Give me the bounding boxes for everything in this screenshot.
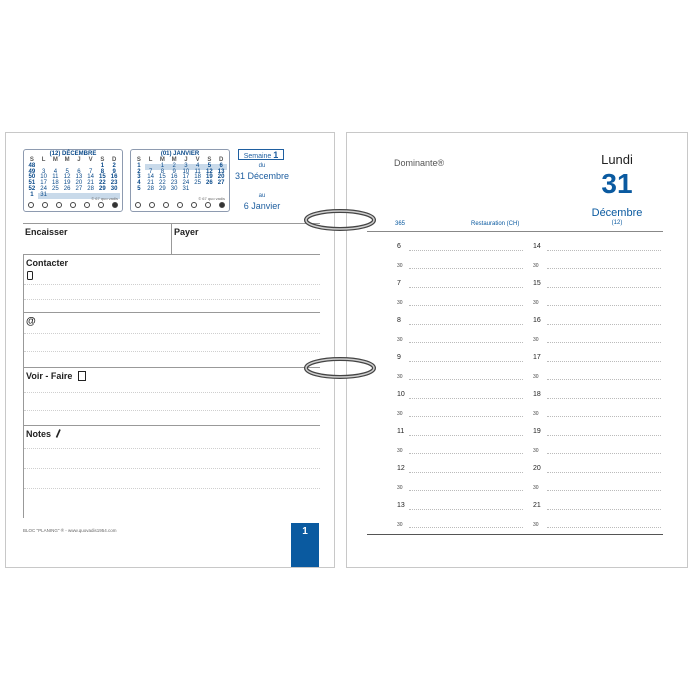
calendar-day-cell: 7	[88, 168, 93, 175]
right-page	[346, 132, 688, 568]
calendar-header-cell: M	[171, 157, 177, 163]
hour-label: 17	[533, 354, 541, 361]
column-divider	[171, 224, 172, 254]
calendar-header-cell: V	[88, 157, 93, 163]
moon-phase-icon	[177, 202, 183, 208]
calendar-day-cell: 22	[99, 180, 106, 187]
note-page-icon	[78, 371, 86, 381]
calendar-day-cell: 11	[194, 168, 201, 175]
moon-phase-icon	[28, 202, 34, 208]
calendar-day-cell: 25	[52, 185, 59, 192]
half-hour-label: 30	[397, 485, 403, 491]
calendar-header-cell: D	[218, 157, 224, 163]
mini-calendar-december	[23, 149, 123, 212]
calendar-header-cell: S	[136, 157, 141, 163]
half-hour-label: 30	[533, 300, 539, 306]
calendar-day-cell: 31	[38, 193, 50, 199]
calendar-day-cell: 20	[217, 174, 225, 181]
calendar-day-cell: 10	[182, 168, 190, 175]
half-hour-line	[409, 268, 523, 269]
half-hour-label: 30	[397, 374, 403, 380]
calendar-header-cell: L	[148, 157, 153, 163]
writing-line	[24, 284, 320, 285]
hour-label: 8	[397, 317, 401, 324]
half-hour-line	[409, 527, 523, 528]
half-hour-label: 30	[397, 337, 403, 343]
month-number: (12)	[611, 220, 623, 226]
hour-line	[409, 324, 523, 325]
calendar-header-cell: S	[29, 157, 34, 163]
calendar-day-cell: 3	[180, 164, 192, 170]
half-hour-line	[547, 416, 661, 417]
calendar-day-cell: 24	[182, 180, 190, 187]
moon-phase-icon	[42, 202, 48, 208]
calendar-week-number: 51	[28, 180, 36, 187]
section-voir-faire	[23, 368, 320, 426]
calendar-day-cell: 1	[100, 162, 105, 169]
calendar-day-cell: 27	[217, 180, 225, 187]
brand-name: Dominante®	[394, 158, 445, 168]
calendar-header-cell: V	[195, 157, 200, 163]
writing-line	[24, 299, 320, 300]
calendar-day-cell: 24	[40, 185, 47, 192]
week-to-date: 6 Janvier	[243, 201, 281, 211]
section-email	[23, 313, 320, 368]
half-hour-line	[547, 342, 661, 343]
half-hour-line	[547, 379, 661, 380]
half-hour-label: 30	[533, 448, 539, 454]
moon-phase-icon	[219, 202, 225, 208]
calendar-credit: © 67 quo vadis	[198, 196, 225, 201]
calendar-day-cell: 2	[112, 162, 116, 169]
calendar-day-cell: 23	[170, 180, 178, 187]
calendar-header-cell: M	[159, 157, 165, 163]
phone-icon	[27, 271, 33, 280]
calendar-week-number: 3	[137, 174, 141, 181]
half-hour-line	[547, 453, 661, 454]
moon-phase-icon	[70, 202, 76, 208]
hour-line	[409, 398, 523, 399]
half-hour-line	[409, 416, 523, 417]
calendar-day-cell: 25	[194, 180, 201, 187]
calendar-header-cell: M	[64, 157, 70, 163]
calendar-day-cell	[50, 193, 62, 199]
calendar-day-cell: 14	[147, 174, 154, 181]
half-hour-line	[547, 305, 661, 306]
footer-credit: BLOC "PLANING" ® - www.quovadis1954.com	[23, 528, 117, 533]
half-hour-line	[547, 268, 661, 269]
half-hour-label: 30	[397, 448, 403, 454]
weekday-label: Lundi	[601, 152, 633, 167]
half-hour-label: 30	[397, 300, 403, 306]
week-from-date: 31 Décembre	[234, 171, 290, 181]
calendar-day-cell: 6	[77, 168, 81, 175]
pencil-icon	[55, 429, 61, 438]
hour-label: 7	[397, 280, 401, 287]
calendar-header-cell: J	[77, 157, 81, 163]
hour-line	[547, 361, 661, 362]
calendar-day-cell: 6	[215, 164, 227, 170]
calendar-day-cell: 12	[63, 174, 71, 181]
hour-label: 6	[397, 243, 401, 250]
calendar-day-cell: 12	[206, 168, 213, 175]
moon-phase-icon	[112, 202, 118, 208]
binder-ring-top	[300, 205, 380, 235]
calendar-day-cell: 4	[192, 164, 204, 170]
calendar-header-cell: S	[207, 157, 212, 163]
calendar-day-cell	[61, 193, 73, 199]
hour-line	[547, 250, 661, 251]
section-notes	[23, 426, 320, 518]
hour-line	[409, 250, 523, 251]
section-encaisser-payer	[23, 223, 320, 255]
calendar-day-cell: 16	[170, 174, 178, 181]
moon-phase-row	[135, 201, 225, 209]
calendar-title: (01) JANVIER	[160, 151, 200, 157]
calendar-grid	[133, 158, 227, 193]
hour-line	[547, 472, 661, 473]
calendar-day-cell: 18	[52, 180, 59, 187]
calendar-day-cell	[192, 187, 204, 193]
calendar-week-number: 49	[28, 168, 36, 175]
calendar-day-cell: 8	[100, 168, 105, 175]
half-hour-line	[547, 490, 661, 491]
header-rule	[367, 231, 663, 232]
calendar-day-cell: 21	[147, 180, 154, 187]
hour-line	[409, 472, 523, 473]
at-sign-icon: @	[26, 316, 36, 327]
writing-line	[24, 448, 320, 449]
contacter-label: Contacter	[26, 258, 69, 268]
notes-label: Notes	[26, 429, 52, 439]
half-hour-label: 30	[533, 374, 539, 380]
calendar-week-number: 4	[137, 180, 141, 187]
moon-phase-icon	[191, 202, 197, 208]
moon-phase-icon	[56, 202, 62, 208]
calendar-day-cell: 26	[206, 180, 213, 187]
writing-line	[24, 351, 320, 352]
calendar-day-cell: 30	[110, 185, 118, 192]
hour-line	[409, 509, 523, 510]
calendar-day-cell: 4	[53, 168, 58, 175]
calendar-week-number: 48	[28, 162, 36, 169]
calendar-credit: © 67 quo vadis	[91, 196, 118, 201]
moon-phase-icon	[135, 202, 141, 208]
half-hour-line	[409, 342, 523, 343]
bottom-rule	[367, 534, 663, 535]
calendar-header-cell: J	[184, 157, 188, 163]
moon-phase-icon	[98, 202, 104, 208]
payer-label: Payer	[174, 227, 199, 237]
calendar-day-cell: 27	[75, 185, 83, 192]
calendar-day-cell: 19	[63, 180, 71, 187]
hour-line	[547, 324, 661, 325]
hour-label: 12	[397, 465, 405, 472]
encaisser-label: Encaisser	[25, 227, 68, 237]
calendar-day-cell: 29	[99, 185, 106, 192]
hour-line	[409, 361, 523, 362]
writing-line	[24, 410, 320, 411]
half-hour-label: 30	[533, 411, 539, 417]
week-number: 1	[273, 150, 279, 160]
calendar-day-cell: 13	[75, 174, 83, 181]
calendar-week-number: 1	[30, 191, 34, 198]
hour-label: 16	[533, 317, 541, 324]
calendar-day-cell: 2	[168, 164, 180, 170]
calendar-week-number: 5	[137, 185, 141, 192]
half-hour-line	[547, 527, 661, 528]
half-hour-label: 30	[397, 263, 403, 269]
calendar-week-number: 50	[28, 174, 36, 181]
day-of-year: 365	[395, 221, 406, 227]
hour-label: 15	[533, 280, 541, 287]
half-hour-label: 30	[533, 522, 539, 528]
week-label: Semaine	[243, 153, 272, 160]
half-hour-label: 30	[397, 411, 403, 417]
hour-label: 9	[397, 354, 401, 361]
half-hour-line	[409, 305, 523, 306]
calendar-day-cell: 22	[159, 180, 166, 187]
calendar-day-cell: 21	[87, 180, 94, 187]
calendar-day-cell	[204, 187, 216, 193]
half-hour-label: 30	[533, 337, 539, 343]
calendar-day-cell: 15	[99, 174, 106, 181]
calendar-day-cell: 8	[160, 168, 165, 175]
calendar-day-cell: 17	[40, 180, 47, 187]
page-number-tab	[291, 523, 319, 567]
moon-phase-row	[28, 201, 118, 209]
hour-line	[547, 398, 661, 399]
calendar-day-cell: 1	[157, 164, 169, 170]
calendar-week-number: 1	[137, 162, 141, 169]
hour-label: 18	[533, 391, 541, 398]
calendar-day-cell: 16	[110, 174, 118, 181]
calendar-day-cell: 9	[112, 168, 116, 175]
calendar-day-cell: 11	[52, 174, 59, 181]
calendar-day-cell	[215, 187, 227, 193]
calendar-day-cell: 28	[147, 185, 154, 192]
calendar-day-cell: 26	[63, 185, 71, 192]
half-hour-line	[409, 490, 523, 491]
calendar-day-cell: 9	[172, 168, 176, 175]
calendar-header-cell: M	[52, 157, 58, 163]
calendar-day-cell: 20	[75, 180, 83, 187]
mini-calendar-january	[130, 149, 230, 212]
moon-phase-icon	[163, 202, 169, 208]
hour-label: 13	[397, 502, 405, 509]
writing-line	[24, 488, 320, 489]
hour-label: 11	[397, 428, 405, 435]
moon-phase-icon	[84, 202, 90, 208]
hour-line	[409, 435, 523, 436]
writing-line	[24, 468, 320, 469]
hour-line	[547, 509, 661, 510]
hour-line	[409, 287, 523, 288]
calendar-title: (12) DÉCEMBRE	[49, 151, 97, 157]
moon-phase-icon	[149, 202, 155, 208]
calendar-week-number: 2	[137, 168, 141, 175]
calendar-day-cell	[73, 193, 85, 199]
week-number-box	[238, 149, 284, 160]
calendar-day-cell: 31	[182, 185, 190, 192]
calendar-header-cell: S	[100, 157, 105, 163]
calendar-day-cell: 23	[110, 180, 118, 187]
calendar-day-cell: 10	[40, 174, 47, 181]
calendar-day-cell: 28	[87, 185, 94, 192]
page-number: 1	[302, 526, 308, 537]
calendar-header-cell: L	[41, 157, 46, 163]
calendar-day-cell: 29	[159, 185, 166, 192]
hour-label: 10	[397, 391, 405, 398]
day-number: 31	[601, 168, 633, 199]
hour-label: 14	[533, 243, 541, 250]
left-page	[5, 132, 335, 568]
calendar-grid	[26, 158, 120, 199]
calendar-day-cell: 13	[217, 168, 225, 175]
calendar-day-cell: 5	[65, 168, 69, 175]
calendar-day-cell: 14	[87, 174, 94, 181]
calendar-day-cell: 15	[159, 174, 166, 181]
half-hour-label: 30	[397, 522, 403, 528]
writing-line	[24, 392, 320, 393]
calendar-day-cell: 5	[204, 164, 216, 170]
calendar-week-number: 52	[28, 185, 36, 192]
week-to-prefix: au	[258, 193, 266, 199]
hour-line	[547, 287, 661, 288]
calendar-day-cell: 7	[148, 168, 153, 175]
hour-label: 21	[533, 502, 541, 509]
section-contacter	[23, 255, 320, 313]
calendar-day-cell: 17	[182, 174, 190, 181]
binder-ring-bottom	[300, 353, 380, 383]
month-label: Décembre	[591, 207, 643, 219]
calendar-day-cell: 18	[194, 174, 201, 181]
half-hour-line	[409, 453, 523, 454]
hour-label: 19	[533, 428, 541, 435]
moon-phase-icon	[205, 202, 211, 208]
hour-label: 20	[533, 465, 541, 472]
calendar-day-cell: 3	[41, 168, 46, 175]
week-from-prefix: du	[258, 163, 266, 169]
calendar-day-cell: 30	[170, 185, 178, 192]
calendar-header-cell: D	[111, 157, 117, 163]
hour-line	[547, 435, 661, 436]
half-hour-label: 30	[533, 263, 539, 269]
calendar-day-cell: 19	[206, 174, 213, 181]
writing-line	[24, 333, 320, 334]
saint-of-day: Restauration (CH)	[471, 221, 520, 227]
voir-faire-label: Voir - Faire	[26, 371, 73, 381]
half-hour-line	[409, 379, 523, 380]
half-hour-label: 30	[533, 485, 539, 491]
